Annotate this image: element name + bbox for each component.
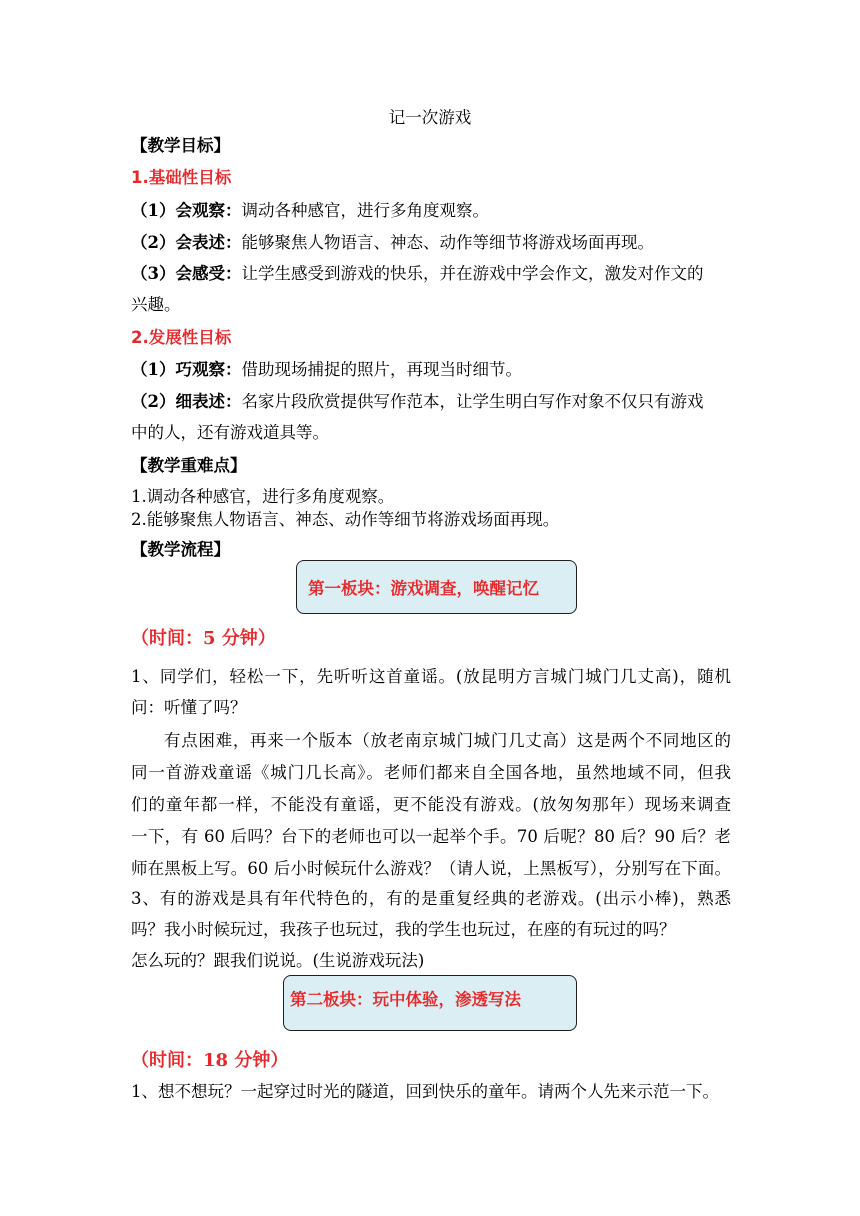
- process-heading: 【教学流程】: [131, 540, 230, 559]
- item-label: （2）细表述：: [131, 392, 242, 411]
- item-label: （2）会表述：: [131, 233, 242, 252]
- block1-paragraph-line: 问：听懂了吗？: [131, 698, 247, 717]
- item-label: （1）巧观察：: [131, 360, 242, 379]
- block1-title-box: [296, 560, 577, 614]
- objectives-heading: 【教学目标】: [131, 136, 230, 155]
- block2-title: 第二板块：玩中体验，渗透写法: [290, 990, 521, 1009]
- basic-item-3-cont: 兴趣。: [131, 295, 181, 314]
- block2-time: （时间：18 分钟）: [131, 1050, 289, 1071]
- item-text: 名家片段欣赏提供写作范本，让学生明白写作对象不仅只有游戏: [241, 392, 704, 411]
- key-point-1: 1.调动各种感官，进行多角度观察。: [131, 487, 395, 506]
- block1-paragraph-line: 师在黑板上写。60 后小时候玩什么游戏？（请人说，上黑板写），分别写在下面。: [131, 859, 731, 878]
- block2-paragraph-line: 1、想不想玩？一起穿过时光的隧道，回到快乐的童年。请两个人先来示范一下。: [131, 1082, 719, 1101]
- basic-item-3: [131, 264, 731, 284]
- dev-item-2: [131, 392, 731, 412]
- block1-paragraph-line: 吗？我小时候玩过，我孩子也玩过，我的学生也玩过，在座的有玩过的吗？: [131, 920, 676, 939]
- block2-title-box: [283, 975, 577, 1031]
- dev-item-1: [131, 360, 731, 380]
- block1-paragraph-line: 一下，有 60 后吗？台下的老师也可以一起举个手。70 后呢？80 后？90 后？老: [131, 827, 731, 846]
- block1-paragraph-line: 有点困难，再来一个版本（放老南京城门城门几丈高）这是两个不同地区的: [164, 731, 731, 750]
- basic-objectives-heading: 1.基础性目标: [131, 168, 232, 187]
- document-title: 记一次游戏: [388, 108, 472, 127]
- block1-time: （时间：5 分钟）: [131, 628, 276, 649]
- block1-paragraph-line: 同一首游戏童谣《城门几长高》。老师们都来自全国各地，虽然地域不同，但我: [131, 763, 731, 782]
- item-text: 调动各种感官，进行多角度观察。: [241, 201, 489, 220]
- basic-item-2: [131, 233, 731, 253]
- block1-paragraph-line: 1、同学们，轻松一下，先听听这首童谣。(放昆明方言城门城门几丈高)，随机: [131, 667, 731, 686]
- block1-paragraph-line: 们的童年都一样，不能没有童谣，更不能没有游戏。(放匆匆那年）现场来调查: [131, 795, 731, 814]
- item-label: （3）会感受：: [131, 264, 242, 283]
- block1-paragraph-line: 怎么玩的？跟我们说说。(生说游戏玩法): [131, 951, 425, 970]
- item-text: 能够聚焦人物语言、神态、动作等细节将游戏场面再现。: [241, 233, 654, 252]
- dev-objectives-heading: 2.发展性目标: [131, 328, 232, 347]
- item-text: 让学生感受到游戏的快乐，并在游戏中学会作文，激发对作文的: [241, 264, 704, 283]
- block1-paragraph-line: 3、有的游戏是具有年代特色的，有的是重复经典的老游戏。(出示小棒)，熟悉: [131, 889, 731, 908]
- basic-item-1: [131, 201, 731, 221]
- block1-title: 第一板块：游戏调查，唤醒记忆: [308, 579, 539, 598]
- item-label: （1）会观察：: [131, 201, 242, 220]
- key-point-2: 2.能够聚焦人物语言、神态、动作等细节将游戏场面再现。: [131, 510, 560, 529]
- item-text: 借助现场捕捉的照片，再现当时细节。: [241, 360, 522, 379]
- key-points-heading: 【教学重难点】: [131, 456, 247, 475]
- dev-item-2-cont: 中的人，还有游戏道具等。: [131, 423, 329, 442]
